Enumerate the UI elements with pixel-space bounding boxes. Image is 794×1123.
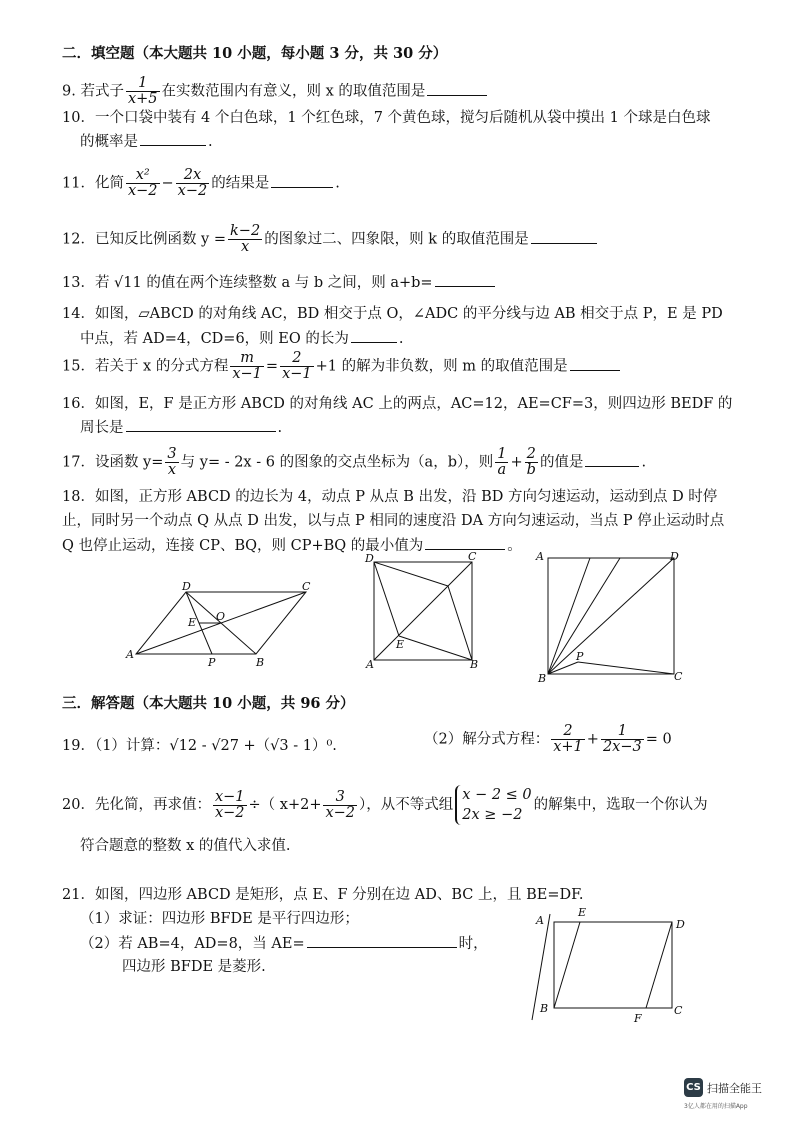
q21-answer-blank[interactable] <box>307 933 457 948</box>
q19-fraction-2 <box>601 724 644 755</box>
fig1-label-c: C <box>302 580 311 593</box>
question-21-part2-line2: 四边形 BFDE 是菱形. <box>122 959 266 975</box>
question-10-line2: 的概率是 . <box>80 131 213 152</box>
q14-text: 中点，若 AD=4，CD=6，则 EO 的长为 <box>80 331 349 347</box>
q9-prefix: 9. 若式子 <box>62 83 124 100</box>
q15-equals: = <box>265 358 279 375</box>
q19-fraction-1 <box>551 724 585 755</box>
q17-text: 的值是 <box>539 454 584 471</box>
q15-answer-blank[interactable] <box>570 356 620 371</box>
question-18-line3: Q 也停止运动，连接 CP、BQ，则 CP+BQ 的最小值为 。 <box>62 535 522 556</box>
q20-fraction-1 <box>213 790 247 821</box>
question-10-line1: 10．一个口袋中装有 4 个白色球，1 个红色球，7 个黄色球，搅匀后随机从袋中摸出 1 个球是白色球 <box>62 110 711 126</box>
q17-fraction-1 <box>165 447 178 478</box>
q12-fraction <box>228 224 262 255</box>
q19-num2: 1 <box>601 724 644 740</box>
fig4-label-f: F <box>634 1012 642 1025</box>
q20-inequality-2: 2x ≥ −2 <box>462 807 523 823</box>
question-14-line2: 中点，若 AD=4，CD=6，则 EO 的长为 . <box>80 328 403 349</box>
q15-num1: m <box>230 351 264 367</box>
q19-plus: + <box>586 731 599 748</box>
q17-num3: 2 <box>525 447 538 463</box>
question-20 <box>62 785 708 825</box>
q20-den1: x−2 <box>214 804 245 821</box>
q17-middle-text: 与 y= - 2x - 6 的图象的交点坐标为（a，b），则 <box>180 454 494 471</box>
q18-answer-blank[interactable] <box>425 535 505 550</box>
q11-answer-blank[interactable] <box>271 173 333 188</box>
q21-p2-end: 时， <box>458 936 488 952</box>
question-19-part1: 19．（1）计算：√12 - √27 +（√3 - 1）⁰. <box>62 738 337 754</box>
q20-prefix: 20．先化简，再求值： <box>62 797 211 813</box>
fig1-label-b: B <box>256 656 265 668</box>
fig1-label-d: D <box>182 580 191 593</box>
q21-p2-text: （2）若 AB=4，AD=8，当 AE= <box>80 936 305 952</box>
q17-plus: + <box>510 454 523 471</box>
q19-num1: 2 <box>551 724 585 740</box>
q20-division: ÷（ x+2+ <box>248 797 322 813</box>
question-14-line1: 14．如图，▱ABCD 的对角线 AC，BD 相交于点 O，∠ADC 的平分线与边 AB 相交于点 P，E 是 PD <box>62 306 723 322</box>
q15-num2: 2 <box>280 351 314 367</box>
q11-fraction-1 <box>126 168 160 199</box>
q20-den2: x−2 <box>325 804 356 821</box>
q19-p2-end: = 0 <box>645 731 672 748</box>
q16-text: 周长是 <box>80 420 124 436</box>
question-19-part2 <box>424 724 672 755</box>
q11-minus: − <box>161 175 174 192</box>
q9-fraction <box>126 76 160 107</box>
q19-den2: 2x−3 <box>602 739 642 755</box>
q12-numerator: k−2 <box>230 223 261 239</box>
q20-fraction-2 <box>323 790 357 821</box>
question-11: 11．化简 $\frac{\text{x²}}{x-2}$ − $\frac{2x}{x-2}$ 的结果是 . <box>62 167 340 199</box>
fig2-label-e: E <box>396 638 405 651</box>
question-13 <box>62 272 497 293</box>
q20-inequality-1: x − 2 ≤ 0 <box>462 787 532 803</box>
fig1-label-a: A <box>126 648 134 661</box>
q20-text-end: 的解集中，选取一个你认为 <box>533 797 708 813</box>
fig3-label-a: A <box>536 550 544 563</box>
question-16-line1: 16．如图，E，F 是正方形 ABCD 的对角线 AC 上的两点，AC=12，AE=CF=3，则四边形 BEDF 的 <box>62 396 733 412</box>
fig3-label-p: P <box>576 650 584 663</box>
q15-fraction-1 <box>230 351 264 382</box>
fig3-label-c: C <box>674 670 683 683</box>
q20-num2: 3 <box>323 790 357 806</box>
q19-p2-prefix: （2）解分式方程： <box>424 731 550 748</box>
fig1-label-o: O <box>216 610 226 623</box>
figure-square-bedf <box>362 552 486 672</box>
q11-den1: x−2 <box>127 183 158 199</box>
fig4-label-d: D <box>676 918 685 931</box>
fig4-label-c: C <box>674 1004 683 1017</box>
q19-den1: x+1 <box>553 739 583 755</box>
q9-denominator: x+5 <box>127 91 158 107</box>
q10-answer-blank[interactable] <box>140 131 206 146</box>
q15-text: +1 的解为非负数，则 m 的取值范围是 <box>315 358 568 375</box>
q12-denominator: x <box>241 239 250 255</box>
q12-text: 的图象过二、四象限，则 k 的取值范围是 <box>264 231 529 248</box>
q20-text: ），从不等式组 <box>359 797 454 813</box>
section-3-heading: 三．解答题（本大题共 10 小题，共 96 分） <box>62 695 355 712</box>
question-21-line1: 21．如图，四边形 ABCD 是矩形，点 E、F 分别在边 AD、BC 上，且 BE=DF. <box>62 887 584 903</box>
question-18-line2: 止，同时另一个动点 Q 从点 D 出发，以与点 P 相同的速度沿 DA 方向匀速运动，当点 P 停止运动时点 <box>62 513 725 529</box>
fig3-label-b: B <box>538 672 547 684</box>
fig2-label-b: B <box>470 658 479 671</box>
q17-den2: a <box>497 462 507 478</box>
figure-square-pq <box>528 550 694 684</box>
fig4-label-e: E <box>578 906 587 919</box>
q12-answer-blank[interactable] <box>531 229 597 244</box>
fig4-label-b: B <box>540 1002 549 1015</box>
q17-num1: 3 <box>167 446 177 462</box>
q15-prefix: 15．若关于 x 的分式方程 <box>62 358 229 375</box>
q15-fraction-2 <box>280 351 314 382</box>
figure-parallelogram <box>120 578 320 668</box>
question-21-part1: （1）求证：四边形 BFDE 是平行四边形； <box>80 911 359 927</box>
q17-num2: 1 <box>497 446 507 462</box>
q9-answer-blank[interactable] <box>427 81 487 96</box>
q17-fraction-2 <box>495 447 508 478</box>
q9-numerator: 1 <box>126 76 160 92</box>
fig2-label-d: D <box>365 552 374 565</box>
scanner-watermark <box>684 1078 762 1097</box>
fig1-label-e: E <box>188 616 197 629</box>
q15-den2: x−1 <box>282 366 312 382</box>
q13-text: 13．若 √11 的值在两个连续整数 a 与 b 之间，则 a+b= <box>62 275 433 291</box>
watermark-tagline: 3亿人都在用的扫描App <box>684 1103 748 1110</box>
watermark-app-name: 扫描全能王 <box>707 1081 762 1095</box>
fig2-label-c: C <box>468 552 477 563</box>
q16-answer-blank[interactable] <box>126 417 276 432</box>
q11-den2: x−2 <box>177 183 208 199</box>
q20-inequality-system <box>455 785 531 825</box>
question-18-line1: 18．如图，正方形 ABCD 的边长为 4，动点 P 从点 B 出发，沿 BD 方向匀速运动，运动到点 D 时停 <box>62 489 718 505</box>
camscanner-logo-icon: CS <box>684 1078 703 1097</box>
question-16-line2: 周长是 . <box>80 417 282 438</box>
q17-prefix: 17．设函数 y= <box>62 454 164 471</box>
q17-answer-blank[interactable] <box>585 452 639 467</box>
question-20-line2: 符合题意的整数 x 的值代入求值. <box>80 838 291 854</box>
fig2-label-a: A <box>366 658 374 671</box>
fig1-label-p: P <box>208 656 216 668</box>
question-21-part2 <box>80 933 488 954</box>
question-9 <box>62 76 489 107</box>
q10-text: 的概率是 <box>80 134 138 150</box>
fig3-label-d: D <box>670 550 679 563</box>
q20-num1: x−1 <box>214 788 245 805</box>
q17-fraction-3 <box>525 447 538 478</box>
q9-text: 在实数范围内有意义，则 x 的取值范围是 <box>161 83 426 100</box>
question-15 <box>62 351 622 382</box>
question-17: 17．设函数 y= $\frac{3}{x}$ 与 y= - 2x - 6 的图象的交点坐标为（a，b），则 $\frac{1}{a}$ + $\frac{2}{b}$ 的值是 . <box>62 446 647 478</box>
q15-den1: x−1 <box>232 366 262 382</box>
section-2-heading: 二．填空题（本大题共 10 小题，每小题 3 分，共 30 分） <box>62 45 448 62</box>
q17-den3: b <box>526 462 536 478</box>
q11-text: 的结果是 <box>211 175 270 192</box>
q12-prefix: 12．已知反比例函数 y = <box>62 231 227 248</box>
q14-answer-blank[interactable] <box>351 328 397 343</box>
q11-prefix: 11．化简 <box>62 175 124 192</box>
question-12 <box>62 224 599 255</box>
q13-answer-blank[interactable] <box>435 272 495 287</box>
q11-num2: 2x <box>176 168 210 184</box>
q18-text: Q 也停止运动，连接 CP、BQ，则 CP+BQ 的最小值为 <box>62 538 424 554</box>
figure-rectangle-bfde <box>522 902 698 1028</box>
q11-fraction-2 <box>176 168 210 199</box>
fig4-label-a: A <box>536 914 544 927</box>
q17-den1: x <box>167 462 177 478</box>
q11-num1: x² <box>126 168 160 184</box>
